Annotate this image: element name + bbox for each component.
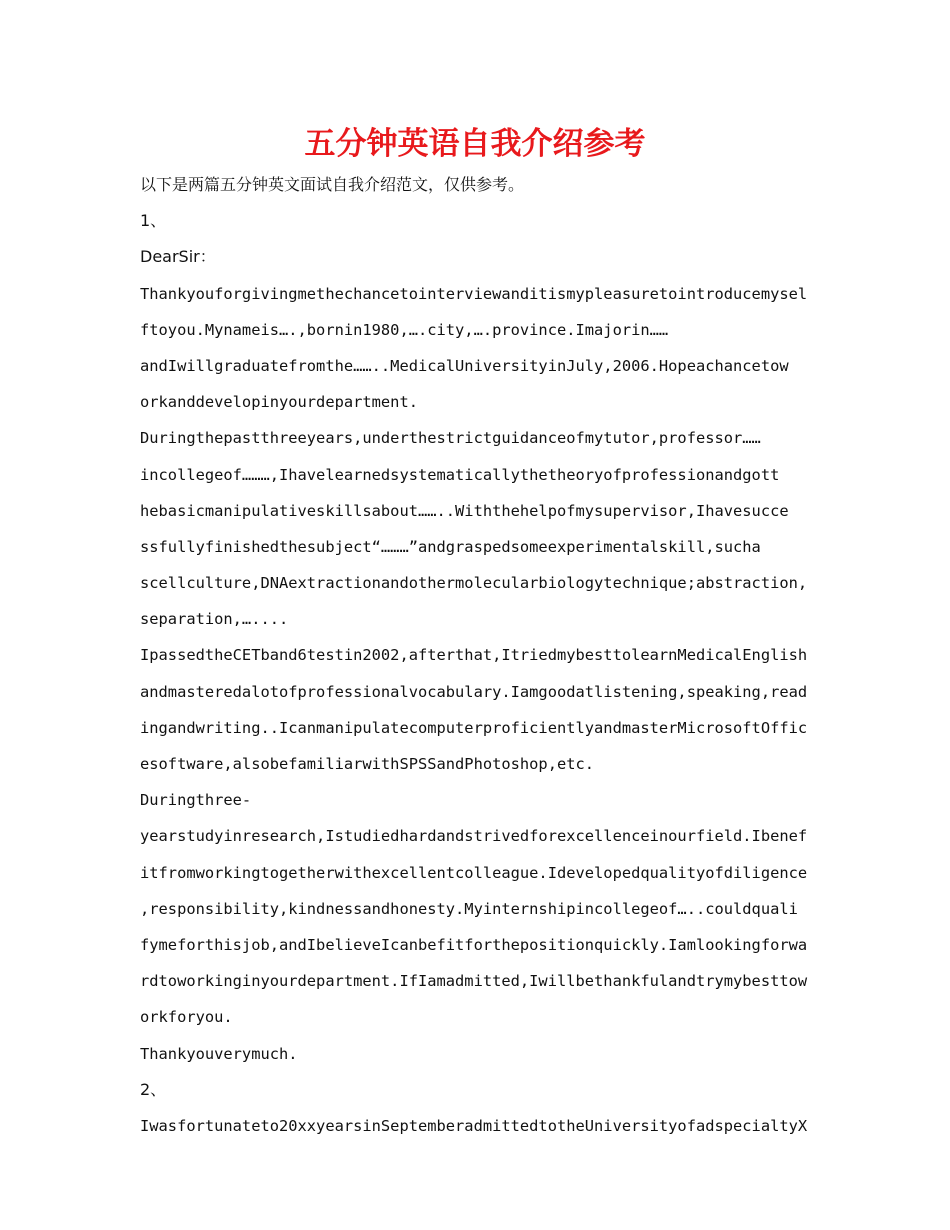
text-line: andmasteredalotofprofessionalvocabulary.Iamgoodatlistening,speaking,read <box>140 682 808 701</box>
text-line: scellculture,DNAextractionandothermolecularbiologytechnique;abstraction, <box>140 574 808 593</box>
text-line: rdtoworkinginyourdepartment.IfIamadmitted,Iwillbethankfulandtrymybesttow <box>140 972 808 991</box>
salutation: DearSir： <box>140 247 216 267</box>
text-line: orkforyou. <box>140 1008 233 1027</box>
text-line: separation,….... <box>140 610 289 629</box>
text-line: ssfullyfinishedthesubject“………”andgraspedsomeexperimentalskill,sucha <box>140 537 761 556</box>
text-line: orkanddevelopinyourdepartment. <box>140 393 418 412</box>
text-line: IpassedtheCETband6testin2002,afterthat,ItriedmybesttolearnMedicalEnglish <box>140 646 808 665</box>
text-line: itfromworkingtogetherwithexcellentcolleague.Idevelopedqualityofdiligence <box>140 863 808 882</box>
text-line: fymeforthisjob,andIbelieveIcanbefitforthepositionquickly.Iamlookingforwa <box>140 935 808 954</box>
text-line: Duringthepastthreeyears,underthestrictguidanceofmytutor,professor…… <box>140 429 761 448</box>
text-line: esoftware,alsobefamiliarwithSPSSandPhotoshop,etc. <box>140 755 595 773</box>
text-line: andIwillgraduatefromthe……..MedicalUniversityinJuly,2006.Hopeachancetow <box>140 356 789 375</box>
text-line: Thankyouforgivingmethechancetointerviewanditismypleasuretointroducemysel <box>140 284 808 303</box>
text-line: yearstudyinresearch,Istudiedhardandstrivedforexcellenceinourfield.Ibenef <box>140 827 808 846</box>
text-line: Iwasfortunateto20xxyearsinSeptemberadmittedtotheUniversityofadspecialtyX <box>140 1116 808 1135</box>
text-line: ingandwriting..IcanmanipulatecomputerproficientlyandmasterMicrosoftOffic <box>140 718 808 737</box>
text-line: incollegeof………,Ihavelearnedsystematicallythetheoryofprofessionandgott <box>140 465 780 484</box>
text-line: hebasicmanipulativeskillsabout……..Withthehelpofmysupervisor,Ihavesucce <box>140 501 789 520</box>
text-line: ,responsibility,kindnessandhonesty.Myinternshipincollegeof…..couldquali <box>140 899 798 918</box>
document-title: 五分钟英语自我介绍参考 <box>304 126 646 162</box>
intro-line: 以下是两篇五分钟英文面试自我介绍范文，仅供参考。 <box>140 175 525 194</box>
text-line: ftoyou.Mynameis….,bornin1980,….city,….province.Imajorin…… <box>140 320 669 339</box>
section-number-2: 2、 <box>140 1079 167 1099</box>
text-line: Duringthree- <box>140 791 252 810</box>
document-body <box>140 167 812 1144</box>
section-number-1: 1、 <box>140 211 167 231</box>
closing-line: Thankyouverymuch. <box>140 1044 298 1063</box>
